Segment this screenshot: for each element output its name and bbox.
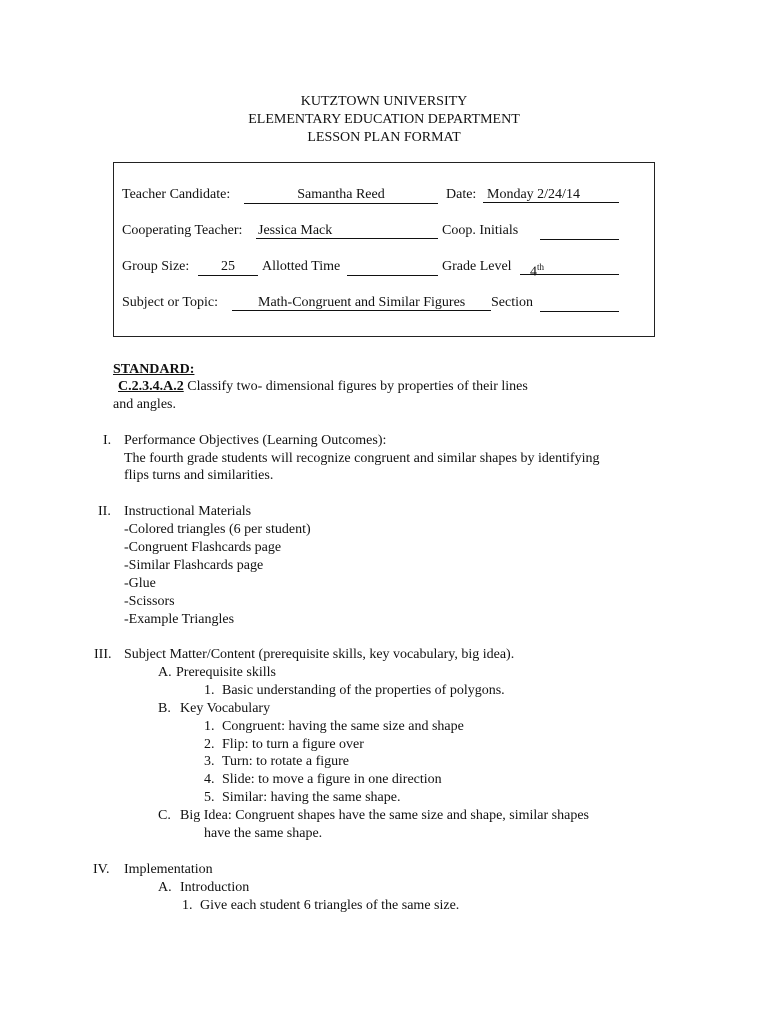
- section-field: [540, 294, 619, 312]
- material-item: -Example Triangles: [124, 612, 235, 627]
- teacher-candidate-value: Samantha Reed: [244, 186, 438, 204]
- vocab-number: 5.: [204, 790, 215, 805]
- allotted-time-label: Allotted Time: [262, 259, 341, 274]
- material-item: -Similar Flashcards page: [124, 558, 264, 573]
- section-2-number: II.: [98, 504, 111, 519]
- grade-level-number: 4: [530, 264, 537, 280]
- grade-level-value: [520, 258, 619, 280]
- big-idea-line-2: have the same shape.: [204, 826, 323, 841]
- section-3-title: Subject Matter/Content (prerequisite skills, key vocabulary, big idea).: [124, 647, 515, 662]
- date-label: Date:: [446, 187, 477, 202]
- subsection-a-label: A.: [158, 665, 172, 680]
- cooperating-teacher-value: Jessica Mack: [256, 222, 438, 239]
- subject-topic-label: Subject or Topic:: [122, 295, 218, 310]
- subsection-b-label: B.: [158, 701, 171, 716]
- standard-heading: STANDARD:: [113, 362, 195, 377]
- material-item: -Scissors: [124, 594, 175, 609]
- standard-line-1: [113, 378, 528, 396]
- allotted-time-field: [347, 258, 438, 276]
- section-4-title: Implementation: [124, 862, 213, 877]
- vocab-number: 4.: [204, 772, 215, 787]
- subsection-a-label: A.: [158, 880, 172, 895]
- department-title: ELEMENTARY EDUCATION DEPARTMENT: [248, 112, 520, 127]
- section-1-number: I.: [103, 433, 112, 448]
- prereq-item-text: Basic understanding of the properties of polygons.: [222, 683, 505, 698]
- vocab-item: Turn: to rotate a figure: [222, 754, 350, 769]
- standard-code: C.2.3.4.A.2: [118, 379, 184, 394]
- coop-initials-label: Coop. Initials: [442, 223, 519, 238]
- vocab-item: Similar: having the same shape.: [222, 790, 401, 805]
- vocab-item: Congruent: having the same size and shape: [222, 719, 464, 734]
- date-value: Monday 2/24/14: [483, 186, 619, 203]
- material-item: -Congruent Flashcards page: [124, 540, 282, 555]
- subsection-c-label: C.: [158, 808, 171, 823]
- section-3-number: III.: [94, 647, 112, 662]
- section-2-title: Instructional Materials: [124, 504, 252, 519]
- prerequisite-skills-title: Prerequisite skills: [176, 665, 276, 680]
- section-label: Section: [491, 295, 533, 310]
- prereq-item-number: 1.: [204, 683, 215, 698]
- vocab-item: Flip: to turn a figure over: [222, 737, 364, 752]
- intro-item-number: 1.: [182, 898, 193, 913]
- key-vocabulary-title: Key Vocabulary: [180, 701, 271, 716]
- standard-line-2: and angles.: [113, 397, 176, 412]
- big-idea-line-1: Big Idea: Congruent shapes have the same size and shape, similar shapes: [180, 808, 589, 823]
- grade-level-suffix: th: [537, 262, 545, 272]
- section-4-number: IV.: [93, 862, 110, 877]
- section-1-title: Performance Objectives (Learning Outcomes):: [124, 433, 387, 448]
- vocab-number: 1.: [204, 719, 215, 734]
- cooperating-teacher-label: Cooperating Teacher:: [122, 223, 243, 238]
- vocab-number: 2.: [204, 737, 215, 752]
- subject-topic-value: Math-Congruent and Similar Figures: [232, 294, 491, 311]
- university-title: KUTZTOWN UNIVERSITY: [300, 94, 468, 109]
- material-item: -Glue: [124, 576, 156, 591]
- teacher-candidate-label: Teacher Candidate:: [122, 187, 231, 202]
- group-size-label: Group Size:: [122, 259, 190, 274]
- section-1-text-1: The fourth grade students will recognize congruent and similar shapes by identifying: [124, 451, 600, 466]
- vocab-number: 3.: [204, 754, 215, 769]
- grade-level-label: Grade Level: [442, 259, 512, 274]
- intro-item-text: Give each student 6 triangles of the same size.: [200, 898, 460, 913]
- material-item: -Colored triangles (6 per student): [124, 522, 311, 537]
- standard-description: Classify two- dimensional figures by properties of their lines: [187, 379, 528, 394]
- introduction-title: Introduction: [180, 880, 250, 895]
- vocab-item: Slide: to move a figure in one direction: [222, 772, 442, 787]
- coop-initials-field: [540, 222, 619, 240]
- group-size-value: 25: [198, 258, 258, 276]
- format-title: LESSON PLAN FORMAT: [307, 130, 461, 145]
- section-1-text-2: flips turns and similarities.: [124, 468, 274, 483]
